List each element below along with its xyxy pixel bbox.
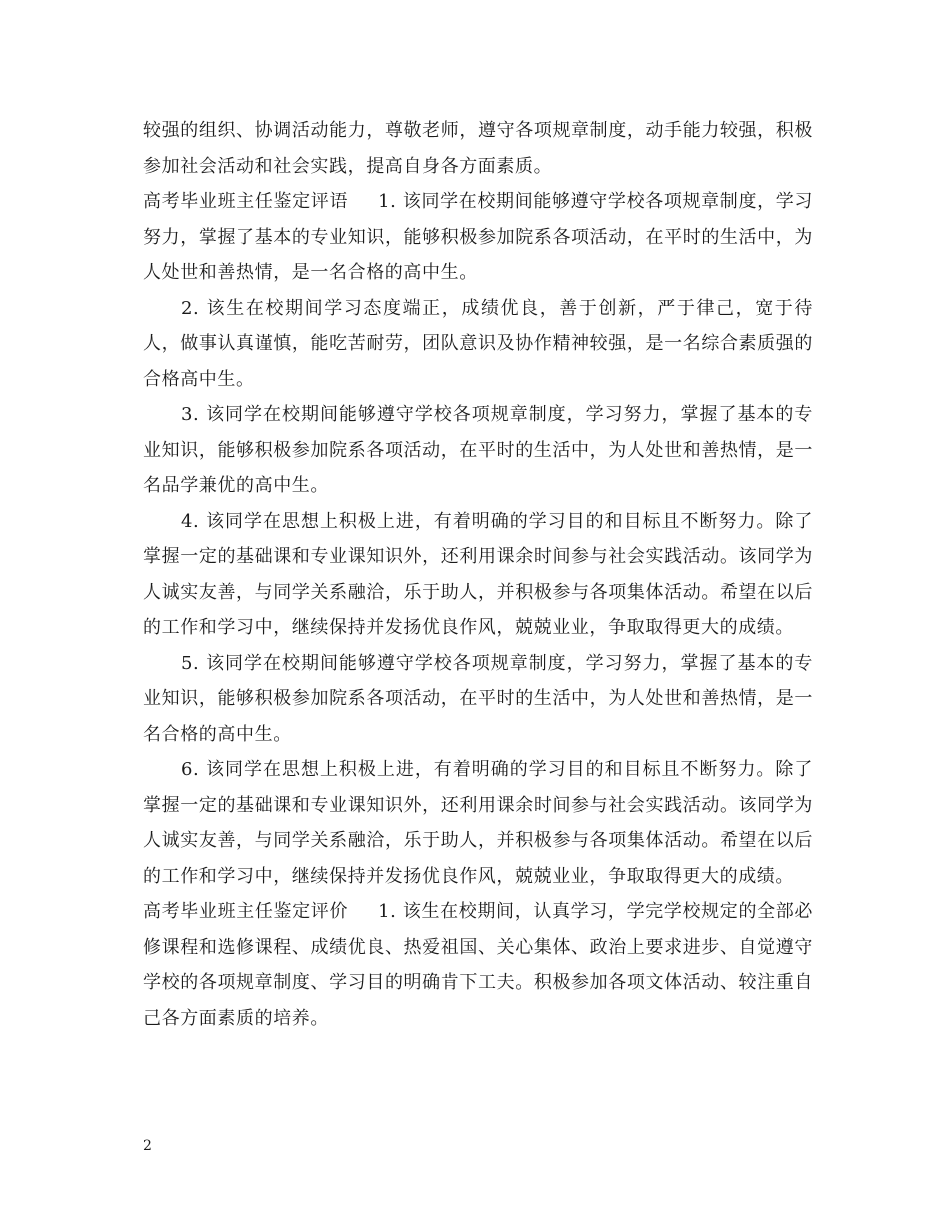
paragraph-item-2 — [143, 291, 813, 398]
paragraph-text: 4. 该同学在思想上积极上进，有着明确的学习目的和目标且不断努力。除了掌握一定的基础课和专业课知识外，还利用课余时间参与社会实践活动。该同学为人诚实友善，与同学关系融洽，乐于助人，并积极参与各项集体活动。希望在以后的工作和学习中，继续保持并发扬优良作风，兢兢业业，争取取得更大的成绩。 — [143, 510, 813, 638]
paragraph-text: 1. 该生在校期间，认真学习，学完学校规定的全部必修课程和选修课程、成绩优良、热爱祖国、关心集体、政治上要求进步、自觉遵守学校的各项规章制度、学习目的明确肯下工夫。积极参加各项文体活动、较注重自己各方面素质的培养。 — [143, 901, 813, 1029]
paragraph-text: 6. 该同学在思想上积极上进，有着明确的学习目的和目标且不断努力。除了掌握一定的基础课和专业课知识外，还利用课余时间参与社会实践活动。该同学为人诚实友善，与同学关系融洽，乐于助人，并积极参与各项集体活动。希望在以后的工作和学习中，继续保持并发扬优良作风，兢兢业业，争取取得更大的成绩。 — [143, 759, 813, 887]
paragraph-text: 2. 该生在校期间学习态度端正，成绩优良，善于创新，严于律己，宽于待人，做事认真谨慎，能吃苦耐劳，团队意识及协作精神较强，是一名综合素质强的合格高中生。 — [143, 297, 813, 390]
paragraph-text: 3. 该同学在校期间能够遵守学校各项规章制度，学习努力，掌握了基本的专业知识，能够积极参加院系各项活动，在平时的生活中，为人处世和善热情，是一名品学兼优的高中生。 — [143, 404, 813, 496]
paragraph-text: 5. 该同学在校期间能够遵守学校各项规章制度，学习努力，掌握了基本的专业知识，能够积极参加院系各项活动，在平时的生活中，为人处世和善热情，是一名合格的高中生。 — [143, 652, 813, 745]
document-body — [143, 113, 813, 1036]
paragraph-evaluation-1 — [143, 894, 813, 1036]
paragraph-evaluation-comments-1 — [143, 184, 813, 291]
paragraph-text: 1. 该同学在校期间能够遵守学校各项规章制度，学习努力，掌握了基本的专业知识，能够积极参加院系各项活动，在平时的生活中，为人处世和善热情，是一名合格的高中生。 — [143, 191, 813, 283]
paragraph-item-5 — [143, 646, 813, 753]
paragraph-text: 较强的组织、协调活动能力，尊敬老师，遵守各项规章制度，动手能力较强，积极参加社会活动和社会实践，提高自身各方面素质。 — [143, 120, 813, 177]
paragraph-item-3 — [143, 397, 813, 504]
page-number: 2 — [143, 1138, 152, 1154]
paragraph-item-4 — [143, 504, 813, 646]
section-heading: 高考毕业班主任鉴定评价 — [143, 901, 349, 922]
paragraph-item-6 — [143, 752, 813, 894]
paragraph-continuation — [143, 113, 813, 184]
section-heading: 高考毕业班主任鉴定评语 — [143, 191, 349, 212]
